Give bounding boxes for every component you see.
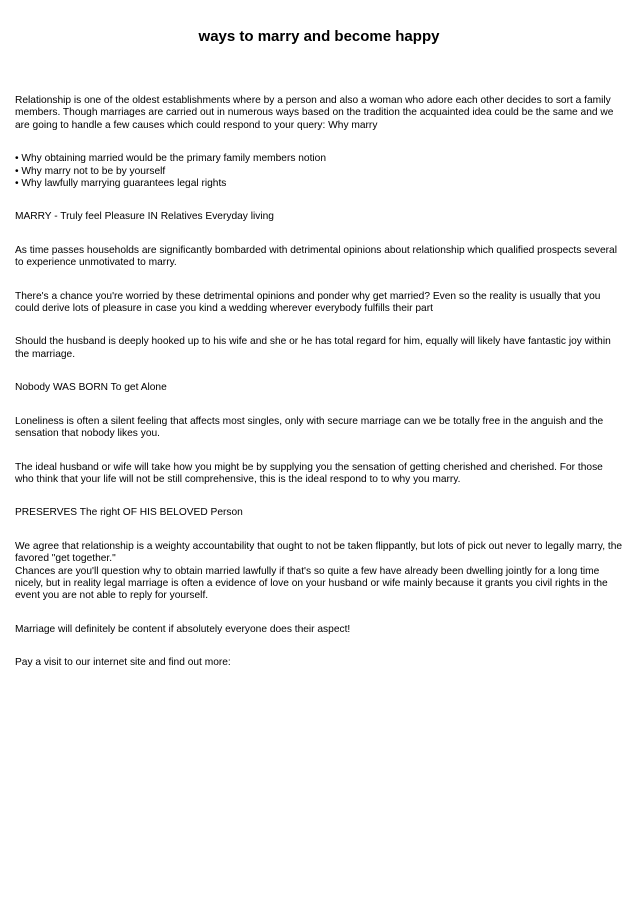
section-heading: MARRY - Truly feel Pleasure IN Relatives Everyday living: [15, 211, 274, 223]
body-paragraph: The ideal husband or wife will take how you might be by supplying you the sensation of getting cherished and cherished. For those who think that your life will not be still comprehensive, this is the ideal respond to to why you marry.: [15, 461, 603, 485]
body-paragraph: There's a chance you're worried by these detrimental opinions and ponder why get married? Even so the reality is usually that you could derive lots of pleasure in case you kind a wedding wherever everybody fulfills their part: [15, 290, 601, 315]
section-heading: PRESERVES The right OF HIS BELOVED Person: [15, 507, 243, 519]
reasons-list: [15, 153, 623, 190]
page-title: ways to marry and become happy: [198, 28, 440, 45]
section-heading: Nobody WAS BORN To get Alone: [15, 382, 167, 394]
list-item: • Why marry not to be by yourself: [15, 165, 166, 177]
body-paragraph: We agree that relationship is a weighty accountability that ought to not be taken flippantly, but lots of pick out never to legally marry, the favored "get together.": [15, 540, 623, 565]
body-paragraph: As time passes households are significantly bombarded with detrimental opinions about relationship which qualified prospects several to experience unmotivated to marry.: [15, 244, 617, 269]
body-paragraph: Pay a visit to our internet site and find out more:: [15, 657, 231, 669]
list-item: • Why lawfully marrying guarantees legal rights: [15, 178, 227, 190]
list-item: • Why obtaining married would be the primary family members notion: [15, 153, 327, 165]
intro-paragraph: Relationship is one of the oldest establishments where by a person and also a woman who adore each other decides to sort a family members. Though marriages are carried out in numerous ways based on the tradition the acquainted idea could be the same and we are going to handle a few causes which could respond to your query: Why marry: [15, 95, 614, 131]
body-paragraph: Chances are you'll question why to obtain married lawfully if that's so quite a few have already been dwelling jointly for a long time nicely, but in reality legal marriage is often a evidence of love on your husband or wife mainly because it grants you civil rights in the event you are not able to reply for yourself.: [15, 565, 608, 602]
body-paragraph: Loneliness is often a silent feeling that affects most singles, only with secure marriage can we be totally free in the anguish and the sensation that nobody likes you.: [15, 415, 604, 440]
body-paragraph: Marriage will definitely be content if absolutely everyone does their aspect!: [15, 623, 351, 635]
body-paragraph: Should the husband is deeply hooked up to his wife and she or he has total regard for him, equally will likely have fantastic joy within the marriage.: [15, 336, 611, 360]
document-body: [15, 95, 623, 670]
